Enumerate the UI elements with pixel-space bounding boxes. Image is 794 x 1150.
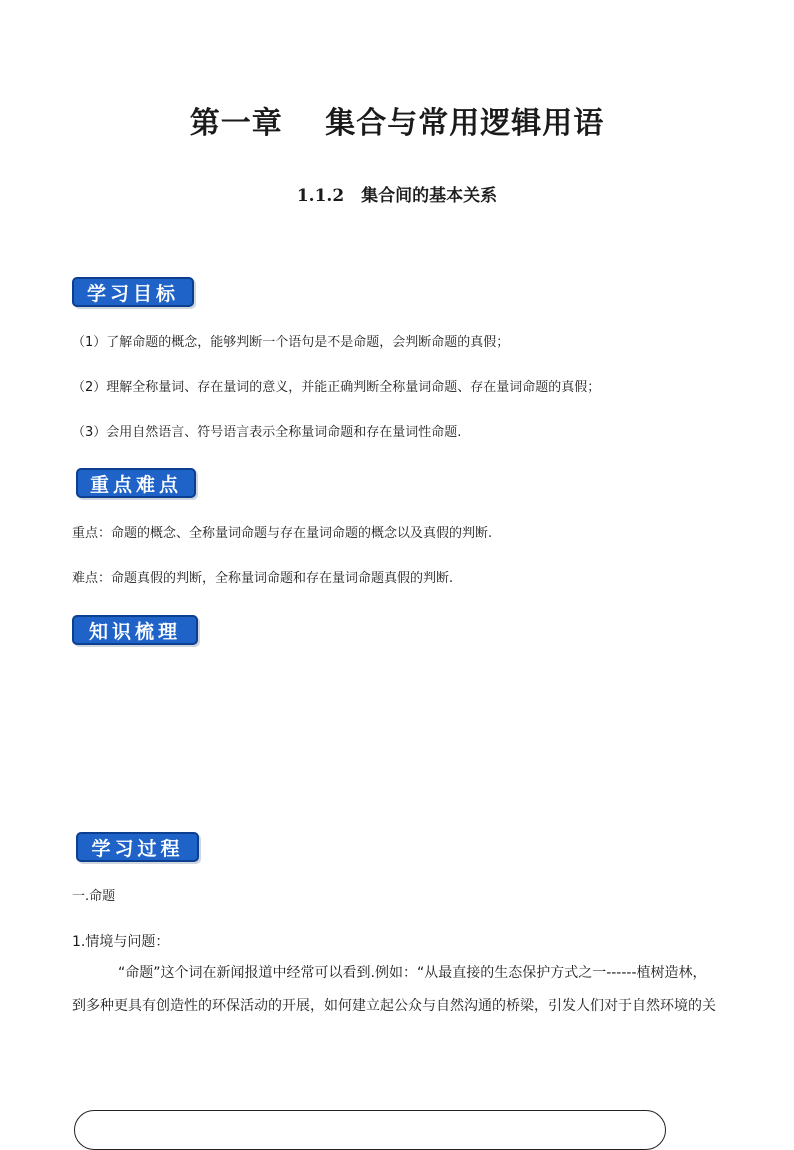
process-badge: 学习过程 <box>76 832 199 862</box>
goal-item-2: （2）理解全称量词、存在量词的意义，并能正确判断全称量词命题、存在量词命题的真假； <box>72 380 601 395</box>
bottom-frame <box>74 1110 666 1150</box>
chapter-title: 第一章 集合与常用逻辑用语 <box>189 106 605 141</box>
goal-item-1: （1）了解命题的概念，能够判断一个语句是不是命题，会判断命题的真假； <box>72 335 510 350</box>
section-title: 1.1.2 集合间的基本关系 <box>296 186 498 206</box>
learning-goals-badge: 学习目标 <box>72 277 194 307</box>
process-heading: 一.命题 <box>72 889 116 904</box>
process-paragraph-line-2: 到多种更具有创造性的环保活动的开展，如何建立起公众与自然沟通的桥梁，引发人们对于自然环境的关 <box>72 998 716 1014</box>
goal-item-3: （3）会用自然语言、符号语言表示全称量词命题和存在量词性命题. <box>72 425 462 440</box>
key-points-badge: 重点难点 <box>76 468 196 498</box>
process-subheading: 1.情境与问题： <box>72 934 170 950</box>
focus-text: 重点：命题的概念、全称量词命题与存在量词命题的概念以及真假的判断. <box>72 526 493 541</box>
process-paragraph-line-1: “命题”这个词在新闻报道中经常可以看到.例如：“从最直接的生态保护方式之一------植树造林， <box>118 965 707 981</box>
knowledge-badge: 知识梳理 <box>72 615 198 645</box>
difficulty-text: 难点：命题真假的判断，全称量词命题和存在量词命题真假的判断. <box>72 571 454 586</box>
